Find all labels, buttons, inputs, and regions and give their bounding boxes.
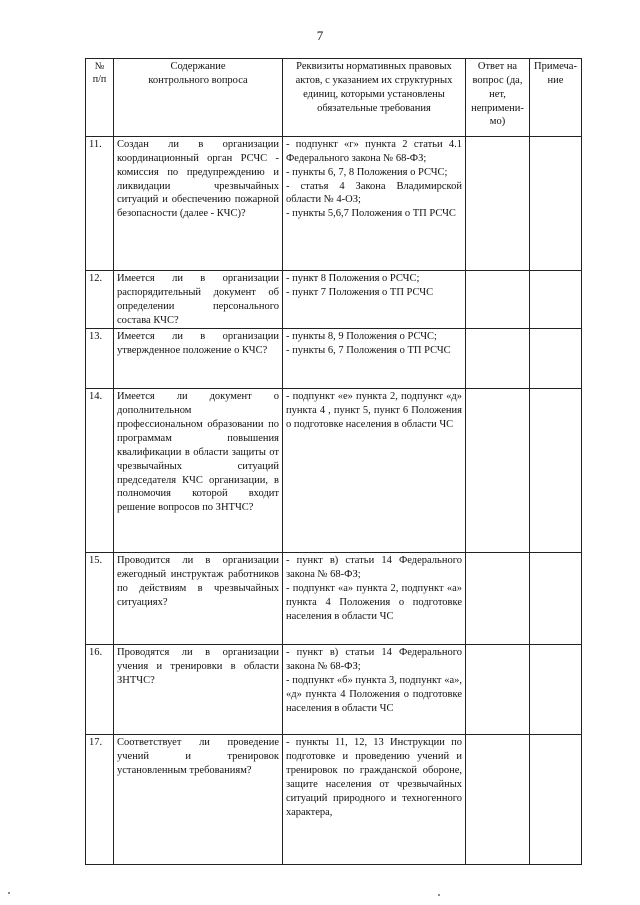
row-answer bbox=[466, 553, 530, 645]
row-question: Соответствует ли проведение учений и тренировок установленным требованиям? bbox=[114, 735, 283, 865]
header-requisites: Реквизиты нормативных правовых актов, с указанием их структурных единиц, которыми установлены обязательные требования bbox=[283, 59, 466, 137]
row-number: 16. bbox=[86, 645, 114, 735]
row-number: 17. bbox=[86, 735, 114, 865]
header-answer: Ответ на вопрос (да, нет, непримени-мо) bbox=[466, 59, 530, 137]
row-number: 14. bbox=[86, 389, 114, 553]
table-row bbox=[86, 553, 582, 645]
row-question: Имеется ли в организации утвержденное положение о КЧС? bbox=[114, 329, 283, 389]
row-requisites: - пункт 8 Положения о РСЧС; - пункт 7 Положения о ТП РСЧС bbox=[283, 271, 466, 329]
header-number: № п/п bbox=[86, 59, 114, 137]
table-row bbox=[86, 271, 582, 329]
row-note bbox=[530, 137, 582, 271]
row-requisites: - подпункт «г» пункта 2 статьи 4.1 Федерального закона № 68-ФЗ; - пункты 6, 7, 8 Положения о РСЧС; - статья 4 Закона Владимирской области № 4-ОЗ; - пункты 5,6,7 Положения о ТП РСЧС bbox=[283, 137, 466, 271]
row-requisites: - пункты 8, 9 Положения о РСЧС; - пункты 6, 7 Положения о ТП РСЧС bbox=[283, 329, 466, 389]
scan-speck bbox=[438, 894, 440, 896]
row-note bbox=[530, 645, 582, 735]
row-requisites: - подпункт «е» пункта 2, подпункт «д» пункта 4 , пункт 5, пункт 6 Положения о подготовке населения в области ЧС bbox=[283, 389, 466, 553]
row-question: Создан ли в организации координационный орган РСЧС - комиссия по предупреждению и ликвидации чрезвычайных ситуаций и обеспечению пожарной безопасности (далее - КЧС)? bbox=[114, 137, 283, 271]
header-question: Содержание контрольного вопроса bbox=[114, 59, 283, 137]
table-header-row bbox=[86, 59, 582, 137]
row-number: 13. bbox=[86, 329, 114, 389]
row-note bbox=[530, 329, 582, 389]
table-row bbox=[86, 645, 582, 735]
table-row bbox=[86, 137, 582, 271]
row-requisites: - пункты 11, 12, 13 Инструкции по подготовке и проведению учений и тренировок по гражданской обороне, защите населения от чрезвычайных ситуаций природного и техногенного характера, bbox=[283, 735, 466, 865]
row-note bbox=[530, 271, 582, 329]
row-number: 15. bbox=[86, 553, 114, 645]
table-row bbox=[86, 735, 582, 865]
table-row bbox=[86, 329, 582, 389]
row-question: Проводится ли в организации ежегодный инструктаж работников по действиям в чрезвычайных ситуациях? bbox=[114, 553, 283, 645]
row-question: Имеется ли в организации распорядительный документ об определении персонального состава КЧС? bbox=[114, 271, 283, 329]
row-note bbox=[530, 735, 582, 865]
scan-speck bbox=[8, 892, 10, 894]
row-answer bbox=[466, 735, 530, 865]
row-note bbox=[530, 553, 582, 645]
row-number: 12. bbox=[86, 271, 114, 329]
row-answer bbox=[466, 389, 530, 553]
row-answer bbox=[466, 137, 530, 271]
row-note bbox=[530, 389, 582, 553]
header-note: Примеча-ние bbox=[530, 59, 582, 137]
row-requisites: - пункт в) статьи 14 Федерального закона № 68-ФЗ; - подпункт «а» пункта 2, подпункт «а» пункта 4 Положения о подготовке населения в области ЧС bbox=[283, 553, 466, 645]
row-answer bbox=[466, 645, 530, 735]
control-questions-table bbox=[85, 58, 582, 865]
row-answer bbox=[466, 271, 530, 329]
row-requisites: - пункт в) статьи 14 Федерального закона № 68-ФЗ; - подпункт «б» пункта 3, подпункт «а», «д» пункта 4 Положения о подготовке населения в области ЧС bbox=[283, 645, 466, 735]
row-question: Имеется ли документ о дополнительном профессиональном образовании по программам повышения квалификации в области защиты от чрезвычайных ситуаций председателя КЧС организации, в полномочия которой входит решение вопросов по ЗНТЧС? bbox=[114, 389, 283, 553]
row-answer bbox=[466, 329, 530, 389]
table-row bbox=[86, 389, 582, 553]
page-number: 7 bbox=[316, 28, 324, 43]
row-question: Проводятся ли в организации учения и тренировки в области ЗНТЧС? bbox=[114, 645, 283, 735]
row-number: 11. bbox=[86, 137, 114, 271]
